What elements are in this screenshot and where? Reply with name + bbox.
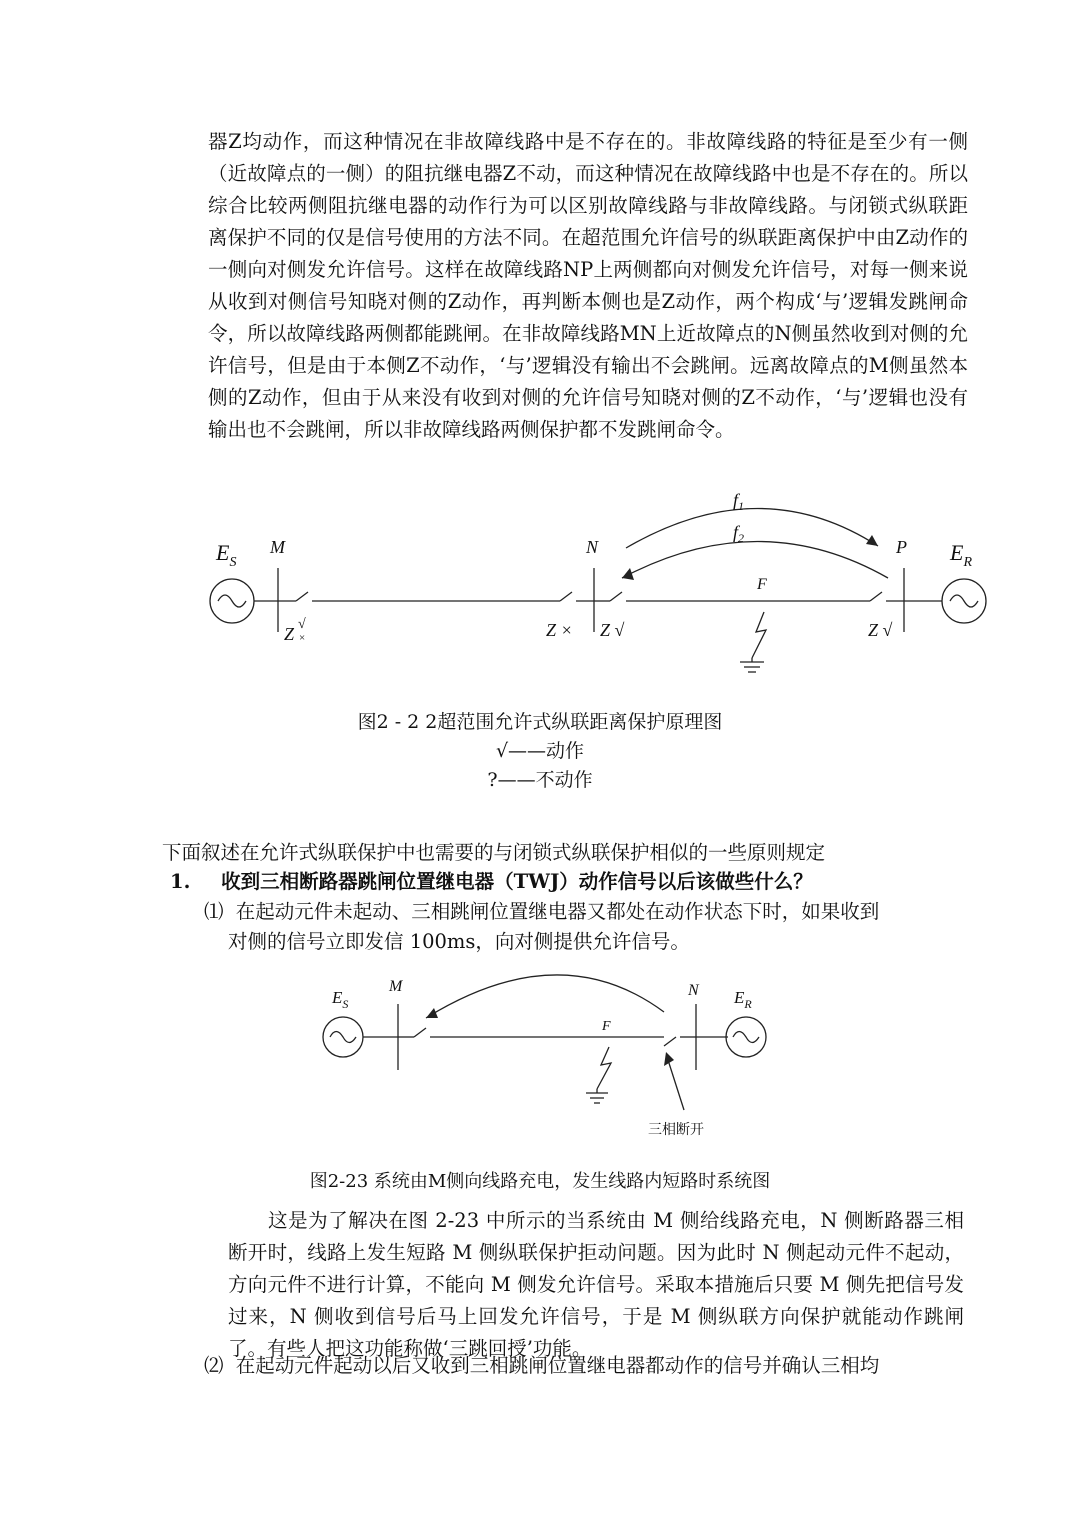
figure-2-22-caption: 图2 - 2 2超范围允许式纵联距离保护原理图 xyxy=(357,711,723,733)
svg-text:ES: $E_S$ xyxy=(332,988,349,1011)
svg-text:M: M xyxy=(270,537,285,557)
explain-paragraph: 这是为了解决在图 2-23 中所示的当系统由 M 侧给线路充电，N 侧断路器三相断开时，线路上发生短路 M 侧纵联保护拒动问题。因为此时 N 侧起动元件不起动，方向元件不进行计算，不能向 M 侧发允许信号。采取本措施后只要 M 侧先把信号发过来，N 侧收到信号后马上回发允许信号，于是 M 侧纵联方向保护就能动作跳闸了。有些人把这功能称做‘三跳回授’功能。 xyxy=(228,1209,965,1360)
section-1-number: 1. xyxy=(170,870,191,893)
svg-text:Z √: Z √ xyxy=(600,620,625,640)
svg-text:F: F xyxy=(757,576,767,593)
svg-text:ER: $E_R$ xyxy=(950,540,973,570)
svg-text:N: N xyxy=(586,537,599,557)
section-1-title: 收到三相断路器跳闸位置继电器（TWJ）动作信号以后该做些什么？ xyxy=(221,870,813,893)
svg-text:ES: $E_S$ xyxy=(216,540,237,570)
intro-paragraph: 器Z均动作，而这种情况在非故障线路中是不存在的。非故障线路的特征是至少有一侧（近故障点的一侧）的阻抗继电器Z不动，而这种情况在故障线路中也是不存在的。所以综合比较两侧阻抗继电器的动作行为可以区别故障线路与非故障线路。与闭锁式纵联距离保护不同的仅是信号使用的方法不同。在超范围允许信号的纵联距离保护中由Z动作的一侧向对侧发允许信号。这样在故障线路NP上两侧都向对侧发允许信号，对每一侧来说从收到对侧信号知晓对侧的Z动作，再判断本侧也是Z动作，两个构成‘与’逻辑发跳闸命令，所以故障线路两侧都能跳闸。在非故障线路MN上近故障点的N侧虽然收到对侧的允许信号，但是由于本侧Z不动作，‘与’逻辑没有输出不会跳闸。远离故障点的M侧虽然本侧的Z动作，但由于从来没有收到对侧的允许信号知晓对侧的Z不动作，‘与’逻辑也没有输出也不会跳闸，所以非故障线路两侧保护都不发跳闸命令。 xyxy=(208,130,968,441)
arrow-open-pointer xyxy=(668,1060,684,1110)
svg-text:√: √ xyxy=(298,617,306,632)
svg-text:f2: $f_2$ xyxy=(733,522,745,545)
item-2-marker: ⑵ xyxy=(204,1354,224,1377)
item-1-line-1: 在起动元件未起动、三相跳闸位置继电器又都处在动作状态下时，如果收到 xyxy=(235,900,880,923)
svg-text:Z √: Z √ xyxy=(868,620,893,640)
svg-text:Z ×: Z × xyxy=(546,620,573,640)
svg-text:×: × xyxy=(299,632,306,644)
item-2 xyxy=(204,1351,879,1381)
svg-text:f1: $f_1$ xyxy=(733,490,745,513)
lead-sentence: 下面叙述在允许式纵联保护中也需要的与闭锁式纵联保护相似的一些原则规定 xyxy=(162,841,826,864)
svg-text:P: P xyxy=(896,537,907,557)
svg-text:Z: Z xyxy=(284,624,295,644)
svg-text:M: M xyxy=(389,978,403,995)
item-2-line-1: 在起动元件起动以后又收到三相跳闸位置继电器都动作的信号并确认三相均 xyxy=(235,1354,880,1377)
figure-2-23-caption: 图2-23 系统由M侧向线路充电，发生线路内短路时系统图 xyxy=(309,1171,771,1192)
figure-2-22-legend-noact: ?——不动作 xyxy=(487,769,593,791)
svg-text:ER: $E_R$ xyxy=(734,988,752,1011)
svg-text:N: N xyxy=(688,982,699,999)
arrow-charge xyxy=(426,975,664,1018)
svg-text:三相断开: 三相断开 xyxy=(648,1122,704,1138)
item-1-line-2: 对侧的信号立即发信 100ms，向对侧提供允许信号。 xyxy=(228,930,690,953)
figure-2-22-legend-act: √——动作 xyxy=(495,740,585,762)
item-1-marker: ⑴ xyxy=(204,900,224,923)
fault-bolt-2 xyxy=(597,1047,611,1089)
svg-text:F: F xyxy=(602,1019,611,1034)
